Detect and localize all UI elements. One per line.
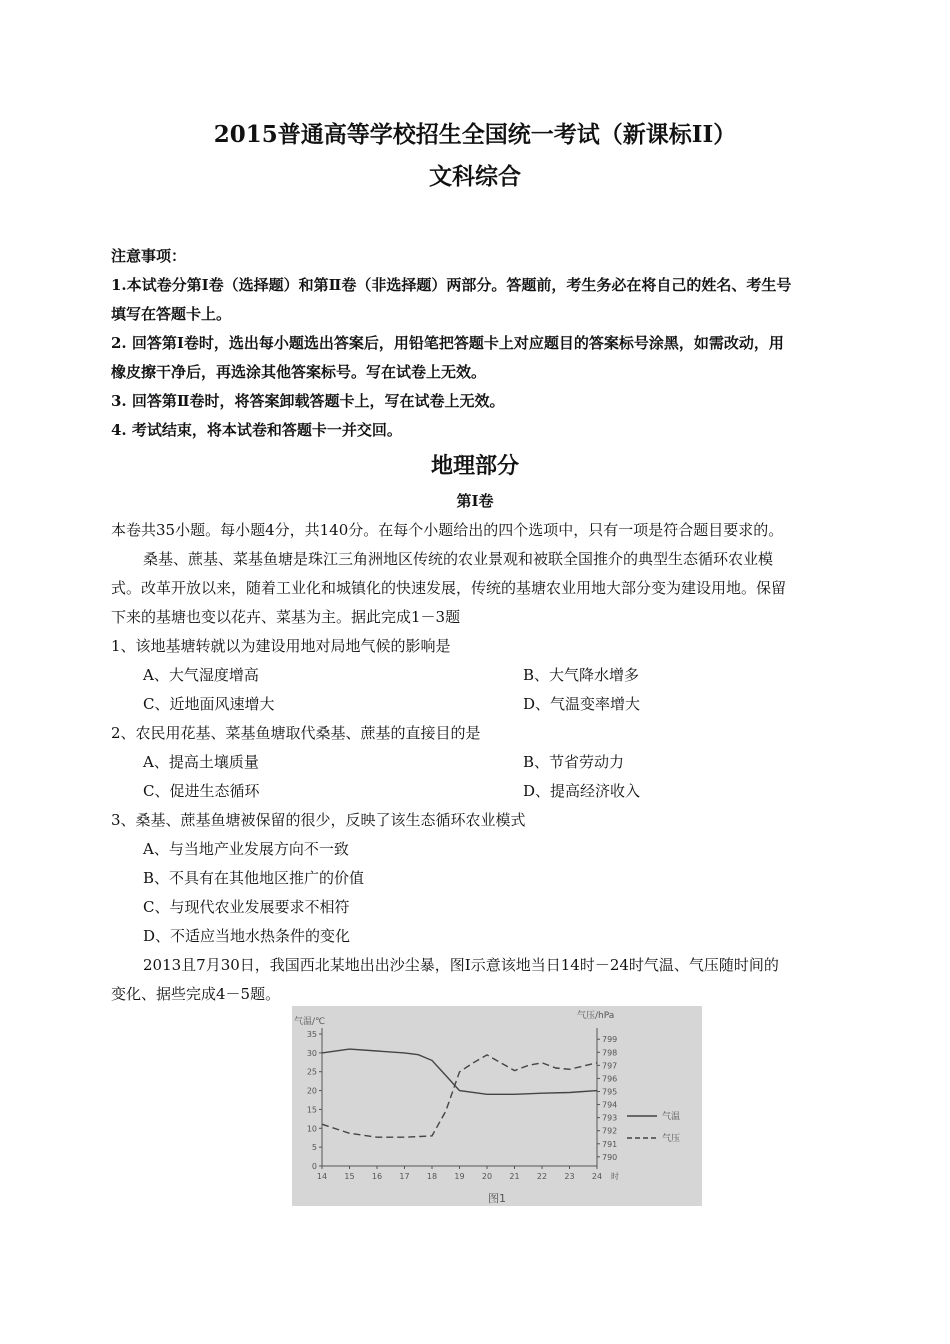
legend-label: 气压	[662, 1134, 681, 1144]
x-tick-label: 19	[454, 1172, 465, 1181]
right-tick-label: 798	[602, 1048, 618, 1058]
passage1-line2: 式。改革开放以来，随着工业化和城镇化的快速发展，传统的基塘农业用地大部分变为建设用地。保留	[111, 579, 787, 597]
question-3-option-c: C、与现代农业发展要求不相符	[143, 898, 350, 916]
notes-item1-line2: 填写在答题卡上。	[111, 305, 232, 323]
x-axis-unit-label: 时	[611, 1172, 619, 1181]
x-tick-label: 20	[481, 1172, 493, 1181]
x-tick-label: 22	[536, 1172, 548, 1181]
question-2-stem: 2、农民用花基、菜基鱼塘取代桑基、蔗基的直接目的是	[111, 724, 481, 742]
notes-item2-line2: 橡皮擦干净后，再选涂其他答案标号。写在试卷上无效。	[111, 363, 487, 381]
question-3-option-a: A、与当地产业发展方向不一致	[143, 840, 349, 858]
section-title: 地理部分	[430, 453, 519, 479]
x-tick-label: 17	[399, 1172, 410, 1181]
exam-subtitle: 文科综合	[429, 163, 521, 190]
x-tick-label: 14	[316, 1172, 328, 1181]
notes-item2-line1: 2. 回答第Ⅰ卷时，选出每小题选出答案后，用铅笔把答题卡上对应题目的答案标号涂黑，如需改动，用	[111, 334, 784, 352]
left-axis-label: 气温/℃	[294, 1017, 326, 1027]
right-tick-label: 792	[602, 1126, 618, 1136]
x-tick-label: 21	[509, 1172, 520, 1181]
question-3-option-d: D、不适应当地水热条件的变化	[143, 927, 351, 945]
question-1-option-d: D、气温变率增大	[523, 695, 641, 713]
passage1-line1: 桑基、蔗基、菜基鱼塘是珠江三角洲地区传统的农业景观和被联全国推介的典型生态循环农业模	[143, 550, 774, 568]
section-intro: 本卷共35小题。每小题4分，共140分。在每个小题给出的四个选项中，只有一项是符合题目要求的。	[111, 521, 784, 539]
left-tick-label: 30	[306, 1048, 317, 1058]
right-tick-label: 791	[602, 1139, 618, 1149]
question-3-option-b: B、不具有在其他地区推广的价值	[143, 869, 365, 887]
figure-1-chart	[292, 1006, 702, 1206]
x-tick-label: 15	[344, 1172, 355, 1181]
x-tick-label: 23	[564, 1172, 575, 1181]
right-tick-label: 793	[602, 1113, 618, 1123]
left-tick-label: 0	[311, 1162, 317, 1171]
x-tick-label: 24	[591, 1172, 603, 1181]
right-tick-label: 794	[602, 1100, 618, 1110]
left-tick-label: 25	[306, 1067, 317, 1077]
legend-label: 气温	[662, 1112, 681, 1122]
x-tick-label: 18	[426, 1172, 438, 1181]
question-2-option-a: A、提高土壤质量	[143, 753, 259, 771]
passage2-line2: 变化、据些完成4－5题。	[111, 985, 281, 1003]
left-tick-label: 10	[306, 1124, 317, 1134]
right-tick-label: 795	[602, 1087, 618, 1097]
question-1-option-a: A、大气湿度增高	[143, 666, 259, 684]
right-tick-label: 790	[602, 1152, 618, 1162]
x-tick-label: 16	[371, 1172, 383, 1181]
exam-title: 2015普通高等学校招生全国统一考试（新课标II）	[213, 121, 737, 148]
right-tick-label: 796	[602, 1074, 618, 1084]
notes-heading: 注意事项：	[111, 247, 187, 265]
question-3-stem: 3、桑基、蔗基鱼塘被保留的很少，反映了该生态循环农业模式	[111, 811, 526, 829]
right-axis-label: 气压/hPa	[577, 1011, 615, 1021]
right-tick-label: 797	[602, 1061, 618, 1071]
notes-item1-line1: 1.本试卷分第Ⅰ卷（选择题）和第Ⅱ卷（非选择题）两部分。答题前，考生务必在将自己的姓名、考生号	[111, 276, 792, 294]
question-1-stem: 1、该地基塘转就以为建设用地对局地气候的影响是	[111, 637, 451, 655]
passage2-line1: 2013且7月30日，我国西北某地出出沙尘暴，图Ⅰ示意该地当日14时－24时气温、气压随时间的	[143, 956, 779, 974]
right-tick-label: 799	[602, 1035, 618, 1045]
series-line-气压	[322, 1055, 597, 1137]
left-tick-label: 5	[311, 1143, 317, 1153]
left-tick-label: 20	[306, 1086, 317, 1096]
question-2-option-d: D、提高经济收入	[523, 782, 641, 800]
question-2-option-b: B、节省劳动力	[523, 753, 625, 771]
question-2-option-c: C、促进生态循环	[143, 782, 260, 800]
question-1-option-c: C、近地面风速增大	[143, 695, 275, 713]
chart-caption: 图1	[488, 1192, 506, 1205]
notes-item3: 3. 回答第Ⅱ卷时，将答案卸载答题卡上，写在试卷上无效。	[111, 392, 505, 410]
notes-item4: 4. 考试结束，将本试卷和答题卡一并交回。	[111, 421, 402, 439]
volume-title: 第Ⅰ卷	[456, 492, 494, 510]
question-1-option-b: B、大气降水增多	[523, 666, 640, 684]
left-tick-label: 15	[306, 1105, 317, 1115]
passage1-line3: 下来的基塘也变以花卉、菜基为主。据此完成1－3题	[111, 608, 461, 626]
left-tick-label: 35	[306, 1030, 317, 1039]
